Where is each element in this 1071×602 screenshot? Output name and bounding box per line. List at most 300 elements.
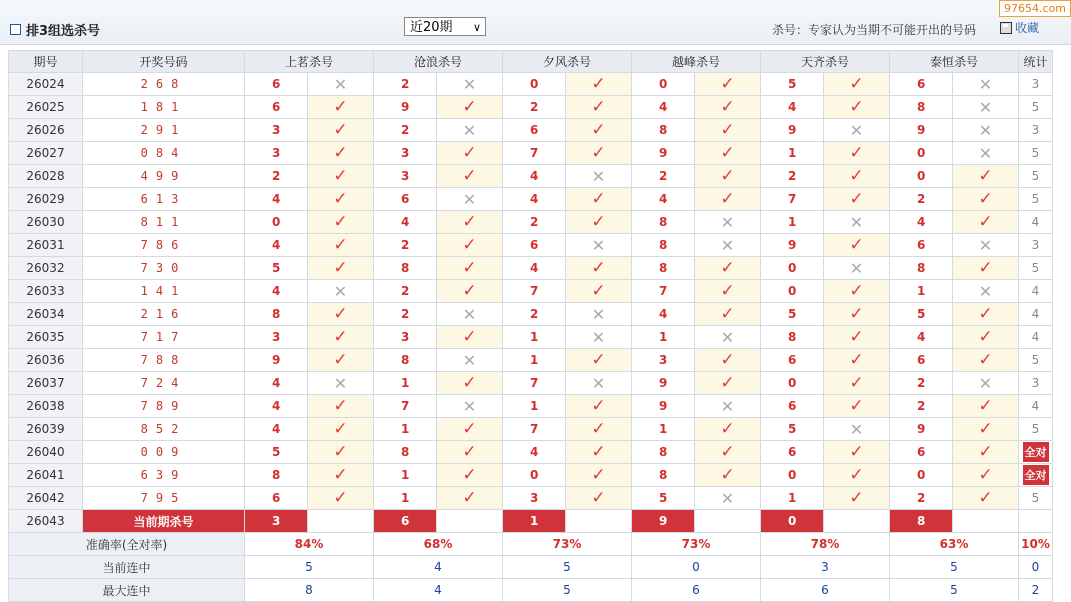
stat-count: 5 [1031, 353, 1040, 367]
period-cell: 26027 [9, 142, 83, 165]
summary-row [9, 533, 1053, 556]
checkmark-icon: ✓ [333, 350, 348, 370]
result-cell [953, 257, 1019, 280]
draw-numbers-cell: 009 [83, 441, 245, 464]
checkmark-icon: ✓ [849, 166, 864, 186]
checkmark-icon: ✓ [591, 258, 606, 278]
checkmark-icon: ✓ [849, 304, 864, 324]
kill-number-cell: 4 [245, 280, 308, 303]
kill-number-cell: 2 [890, 372, 953, 395]
kill-number-cell: 6 [761, 441, 824, 464]
stat-count: 5 [1031, 491, 1040, 505]
result-cell [953, 188, 1019, 211]
kill-number-cell: 3 [503, 487, 566, 510]
checkmark-icon: ✓ [720, 281, 735, 301]
stat-cell [1019, 395, 1053, 418]
checkmark-icon: ✓ [591, 97, 606, 117]
cross-icon: ✕ [849, 212, 864, 232]
current-result-cell [953, 510, 1019, 533]
kill-number-cell: 5 [245, 257, 308, 280]
stat-count: 5 [1031, 192, 1040, 206]
table-row [9, 257, 1053, 280]
checkmark-icon: ✓ [591, 419, 606, 439]
result-cell [824, 303, 890, 326]
save-icon [1000, 22, 1012, 34]
result-cell [953, 464, 1019, 487]
result-cell [695, 372, 761, 395]
checkmark-icon: ✓ [849, 373, 864, 393]
summary-label: 准确率(全对率) [9, 533, 245, 556]
checkmark-icon: ✓ [591, 74, 606, 94]
result-cell [308, 73, 374, 96]
period-cell: 26042 [9, 487, 83, 510]
kill-number-cell: 6 [761, 395, 824, 418]
result-cell [566, 96, 632, 119]
result-cell [566, 73, 632, 96]
table-row [9, 142, 1053, 165]
result-cell [953, 73, 1019, 96]
kill-number-cell: 3 [374, 326, 437, 349]
table-row [9, 372, 1053, 395]
kill-number-cell: 2 [374, 234, 437, 257]
summary-value: 4 [374, 579, 503, 602]
checkmark-icon: ✓ [462, 465, 477, 485]
draw-numbers-cell: 788 [83, 349, 245, 372]
header-expert: 天齐杀号 [761, 51, 890, 73]
checkmark-icon: ✓ [978, 465, 993, 485]
kill-number-cell: 0 [761, 464, 824, 487]
period-cell: 26025 [9, 96, 83, 119]
cross-icon: ✕ [333, 281, 348, 301]
kill-number-cell: 9 [632, 395, 695, 418]
table-row [9, 188, 1053, 211]
table-row [9, 395, 1053, 418]
result-cell [953, 280, 1019, 303]
checkmark-icon: ✓ [462, 212, 477, 232]
checkmark-icon: ✓ [333, 120, 348, 140]
kill-number-cell: 8 [632, 211, 695, 234]
draw-numbers-cell: 789 [83, 395, 245, 418]
kill-number-cell: 2 [374, 119, 437, 142]
cross-icon: ✕ [462, 304, 477, 324]
kill-number-cell: 4 [503, 188, 566, 211]
kill-number-cell: 1 [374, 372, 437, 395]
checkmark-icon: ✓ [849, 465, 864, 485]
result-cell [308, 487, 374, 510]
current-period-row [9, 510, 1053, 533]
kill-number-cell: 8 [632, 464, 695, 487]
cross-icon: ✕ [849, 120, 864, 140]
kill-number-cell: 6 [245, 487, 308, 510]
table-row [9, 418, 1053, 441]
period-cell: 26032 [9, 257, 83, 280]
kill-number-cell: 7 [761, 188, 824, 211]
kill-number-cell: 4 [761, 96, 824, 119]
result-cell [824, 395, 890, 418]
current-result-cell [695, 510, 761, 533]
result-cell [695, 349, 761, 372]
checkmark-icon: ✓ [720, 442, 735, 462]
cross-icon: ✕ [720, 212, 735, 232]
checkmark-icon: ✓ [978, 419, 993, 439]
all-correct-badge: 全对 [1023, 442, 1049, 462]
kill-number-cell: 0 [503, 464, 566, 487]
checkmark-icon: ✓ [591, 465, 606, 485]
kill-number-cell: 4 [245, 234, 308, 257]
checkmark-icon: ✓ [462, 419, 477, 439]
checkmark-icon: ✓ [720, 258, 735, 278]
cross-icon: ✕ [720, 488, 735, 508]
result-cell [953, 96, 1019, 119]
cross-icon: ✕ [591, 373, 606, 393]
checkmark-icon: ✓ [333, 235, 348, 255]
kill-number-cell: 5 [245, 441, 308, 464]
summary-stat: 0 [1019, 556, 1053, 579]
cross-icon: ✕ [333, 74, 348, 94]
summary-value: 68% [374, 533, 503, 556]
kill-number-cell: 6 [245, 73, 308, 96]
favorite-label: 收藏 [1015, 21, 1040, 35]
draw-numbers-cell: 730 [83, 257, 245, 280]
checkmark-icon: ✓ [720, 419, 735, 439]
checkmark-icon: ✓ [849, 488, 864, 508]
cross-icon: ✕ [591, 327, 606, 347]
result-cell [695, 234, 761, 257]
draw-numbers-cell: 811 [83, 211, 245, 234]
summary-value: 73% [503, 533, 632, 556]
summary-value: 5 [503, 579, 632, 602]
checkmark-icon: ✓ [462, 488, 477, 508]
checkmark-icon: ✓ [978, 258, 993, 278]
cross-icon: ✕ [462, 74, 477, 94]
summary-label: 最大连中 [9, 579, 245, 602]
result-cell [308, 165, 374, 188]
stat-cell [1019, 165, 1053, 188]
stat-count: 5 [1031, 422, 1040, 436]
table-row [9, 73, 1053, 96]
cross-icon: ✕ [462, 350, 477, 370]
kill-number-cell: 0 [503, 73, 566, 96]
result-cell [566, 326, 632, 349]
result-cell [824, 165, 890, 188]
result-cell [308, 349, 374, 372]
kill-number-cell: 1 [761, 487, 824, 510]
result-cell [308, 372, 374, 395]
checkmark-icon: ✓ [591, 189, 606, 209]
checkmark-icon: ✓ [462, 258, 477, 278]
stat-cell [1019, 234, 1053, 257]
draw-numbers-cell: 216 [83, 303, 245, 326]
kill-number-cell: 0 [890, 165, 953, 188]
result-cell [695, 257, 761, 280]
summary-stat: 10% [1019, 533, 1053, 556]
kill-number-cell: 1 [761, 142, 824, 165]
period-range-select[interactable] [404, 17, 486, 36]
kill-number-cell: 3 [245, 119, 308, 142]
result-cell [566, 303, 632, 326]
result-cell [953, 349, 1019, 372]
result-cell [695, 211, 761, 234]
period-cell: 26033 [9, 280, 83, 303]
cross-icon: ✕ [978, 281, 993, 301]
stat-count: 4 [1031, 284, 1040, 298]
cross-icon: ✕ [849, 419, 864, 439]
period-cell: 26038 [9, 395, 83, 418]
current-kill-number: 8 [890, 510, 953, 533]
result-cell [437, 418, 503, 441]
kill-number-cell: 8 [374, 349, 437, 372]
draw-numbers-cell: 795 [83, 487, 245, 510]
kill-number-cell: 1 [890, 280, 953, 303]
result-cell [437, 165, 503, 188]
table-row [9, 280, 1053, 303]
kill-number-cell: 4 [503, 441, 566, 464]
result-cell [953, 326, 1019, 349]
draw-numbers-cell: 141 [83, 280, 245, 303]
kill-number-cell: 1 [374, 418, 437, 441]
cross-icon: ✕ [333, 373, 348, 393]
result-cell [824, 142, 890, 165]
result-cell [824, 372, 890, 395]
kill-number-cell: 2 [245, 165, 308, 188]
kill-number-cell: 0 [890, 142, 953, 165]
kill-number-cell: 2 [374, 303, 437, 326]
result-cell [824, 257, 890, 280]
table-row [9, 326, 1053, 349]
header-expert: 上茗杀号 [245, 51, 374, 73]
result-cell [437, 326, 503, 349]
table-row [9, 441, 1053, 464]
result-cell [695, 73, 761, 96]
kill-number-cell: 0 [761, 257, 824, 280]
result-cell [566, 395, 632, 418]
checkmark-icon: ✓ [720, 373, 735, 393]
stat-count: 5 [1031, 261, 1040, 275]
checkmark-icon: ✓ [591, 143, 606, 163]
kill-number-cell: 2 [503, 303, 566, 326]
summary-value: 8 [245, 579, 374, 602]
kill-number-cell: 7 [374, 395, 437, 418]
result-cell [695, 165, 761, 188]
checkmark-icon: ✓ [849, 74, 864, 94]
checkmark-icon: ✓ [591, 350, 606, 370]
stat-cell [1019, 257, 1053, 280]
kill-number-cell: 2 [503, 96, 566, 119]
stat-cell [1019, 211, 1053, 234]
kill-number-cell: 2 [374, 280, 437, 303]
period-cell: 26036 [9, 349, 83, 372]
kill-number-cell: 1 [632, 326, 695, 349]
checkmark-icon: ✓ [333, 419, 348, 439]
result-cell [566, 142, 632, 165]
stat-cell [1019, 142, 1053, 165]
kill-number-cell: 1 [632, 418, 695, 441]
kill-number-cell: 3 [245, 142, 308, 165]
result-cell [824, 464, 890, 487]
result-cell [695, 96, 761, 119]
checkmark-icon: ✓ [462, 327, 477, 347]
result-cell [953, 142, 1019, 165]
header-period: 期号 [9, 51, 83, 73]
checkmark-icon: ✓ [849, 189, 864, 209]
cross-icon: ✕ [978, 97, 993, 117]
header-draw: 开奖号码 [83, 51, 245, 73]
kill-number-cell: 4 [890, 326, 953, 349]
current-kill-number: 0 [761, 510, 824, 533]
kill-number-cell: 4 [890, 211, 953, 234]
kill-number-cell: 9 [632, 372, 695, 395]
kill-number-cell: 6 [503, 119, 566, 142]
kill-number-cell: 0 [890, 464, 953, 487]
result-cell [308, 280, 374, 303]
stat-cell [1019, 326, 1053, 349]
kill-number-cell: 2 [890, 395, 953, 418]
result-cell [695, 326, 761, 349]
checkmark-icon: ✓ [978, 488, 993, 508]
kill-number-cell: 6 [890, 441, 953, 464]
checkmark-icon: ✓ [333, 327, 348, 347]
cross-icon: ✕ [591, 304, 606, 324]
result-cell [566, 257, 632, 280]
result-cell [824, 418, 890, 441]
checkmark-icon: ✓ [849, 281, 864, 301]
checkmark-icon: ✓ [978, 212, 993, 232]
checkmark-icon: ✓ [462, 373, 477, 393]
checkmark-icon: ✓ [333, 258, 348, 278]
draw-numbers-cell: 613 [83, 188, 245, 211]
stat-cell [1019, 119, 1053, 142]
summary-value: 78% [761, 533, 890, 556]
page-title [10, 20, 100, 39]
checkmark-icon: ✓ [978, 442, 993, 462]
result-cell [824, 487, 890, 510]
kill-number-cell: 3 [374, 165, 437, 188]
result-cell [437, 395, 503, 418]
stat-cell [1019, 418, 1053, 441]
kill-number-cell: 6 [890, 234, 953, 257]
table-row [9, 234, 1053, 257]
checkmark-icon: ✓ [462, 97, 477, 117]
checkmark-icon: ✓ [720, 166, 735, 186]
checkmark-icon: ✓ [849, 143, 864, 163]
result-cell [695, 142, 761, 165]
stat-count: 5 [1031, 169, 1040, 183]
result-cell [437, 211, 503, 234]
result-cell [953, 487, 1019, 510]
cross-icon: ✕ [720, 396, 735, 416]
checkmark-icon: ✓ [333, 396, 348, 416]
cross-icon: ✕ [978, 235, 993, 255]
result-cell [695, 119, 761, 142]
kill-number-cell: 4 [632, 303, 695, 326]
result-cell [437, 487, 503, 510]
cross-icon: ✕ [462, 189, 477, 209]
checkmark-icon: ✓ [462, 235, 477, 255]
result-cell [824, 280, 890, 303]
current-kill-number: 3 [245, 510, 308, 533]
table-row [9, 119, 1053, 142]
period-cell: 26043 [9, 510, 83, 533]
checkmark-icon: ✓ [591, 442, 606, 462]
header-expert: 夕风杀号 [503, 51, 632, 73]
result-cell [437, 349, 503, 372]
summary-row [9, 579, 1053, 602]
table-row [9, 211, 1053, 234]
kill-number-cell: 6 [890, 73, 953, 96]
draw-numbers-cell: 639 [83, 464, 245, 487]
table-row [9, 487, 1053, 510]
checkmark-icon: ✓ [462, 166, 477, 186]
result-cell [437, 119, 503, 142]
period-cell: 26029 [9, 188, 83, 211]
checkmark-icon: ✓ [333, 143, 348, 163]
summary-value: 3 [761, 556, 890, 579]
period-cell: 26028 [9, 165, 83, 188]
result-cell [695, 395, 761, 418]
checkmark-icon: ✓ [462, 143, 477, 163]
result-cell [824, 349, 890, 372]
kill-number-cell: 9 [245, 349, 308, 372]
result-cell [824, 234, 890, 257]
result-cell [566, 372, 632, 395]
kill-number-cell: 1 [503, 395, 566, 418]
stat-cell [1019, 349, 1053, 372]
current-kill-label: 当前期杀号 [83, 510, 245, 533]
result-cell [437, 234, 503, 257]
checkmark-icon: ✓ [720, 350, 735, 370]
result-cell [953, 165, 1019, 188]
kill-number-cell: 8 [890, 96, 953, 119]
checkmark-icon: ✓ [333, 189, 348, 209]
period-cell: 26024 [9, 73, 83, 96]
favorite-link[interactable] [1000, 19, 1039, 36]
draw-numbers-cell: 717 [83, 326, 245, 349]
checkmark-icon: ✓ [333, 212, 348, 232]
checkmark-icon: ✓ [591, 281, 606, 301]
summary-value: 5 [890, 556, 1019, 579]
stat-count: 3 [1031, 123, 1040, 137]
result-cell [953, 372, 1019, 395]
stat-count: 4 [1031, 215, 1040, 229]
result-cell [308, 96, 374, 119]
checkmark-icon: ✓ [978, 327, 993, 347]
kill-number-cell: 8 [632, 257, 695, 280]
stat-cell [1019, 441, 1053, 464]
period-cell: 26041 [9, 464, 83, 487]
result-cell [308, 395, 374, 418]
result-cell [566, 165, 632, 188]
period-cell: 26039 [9, 418, 83, 441]
kill-number-cell: 5 [761, 73, 824, 96]
result-cell [695, 188, 761, 211]
result-cell [695, 487, 761, 510]
kill-number-cell: 8 [374, 257, 437, 280]
result-cell [953, 395, 1019, 418]
table-row [9, 303, 1053, 326]
result-cell [308, 119, 374, 142]
kill-number-cell: 3 [245, 326, 308, 349]
result-cell [566, 487, 632, 510]
summary-value: 0 [632, 556, 761, 579]
checkmark-icon: ✓ [591, 396, 606, 416]
result-cell [566, 280, 632, 303]
kill-number-cell: 9 [374, 96, 437, 119]
result-cell [953, 234, 1019, 257]
result-cell [824, 326, 890, 349]
cross-icon: ✕ [849, 258, 864, 278]
stat-count: 3 [1031, 77, 1040, 91]
summary-value: 5 [503, 556, 632, 579]
